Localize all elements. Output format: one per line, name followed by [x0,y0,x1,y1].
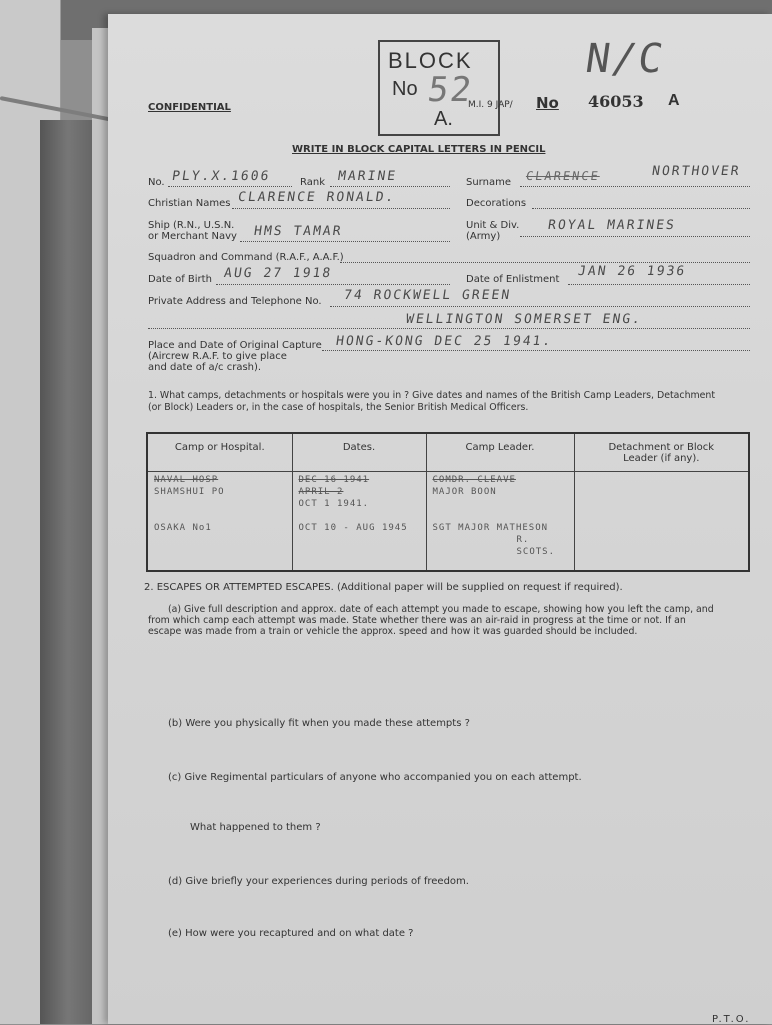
christian-line [232,208,450,209]
leader-value-2: SGT MAJOR MATHESON [432,522,549,533]
dates-value-2: OCT 1 1941. [298,498,370,509]
ref-no-label: No [536,94,559,112]
camp-struck: NAVAL HOSP [154,474,219,485]
dates-value-3: OCT 10 - AUG 1945 [298,522,408,533]
no-label: No. [148,177,165,188]
decorations-label: Decorations [466,198,527,209]
no-line [168,186,292,187]
rank-value: MARINE [336,169,399,184]
surname-line [520,186,750,187]
col-dates-header: Dates. [292,433,426,471]
squadron-line [340,262,750,263]
capture-label-3: and date of a/c crash). [148,362,262,373]
capture-label-1: Place and Date of Original Capture [148,340,322,351]
enlist-value: JAN 26 1936 [576,264,688,279]
section2-c: (c) Give Regimental particulars of anyone who accompanied you on each attempt. [168,772,582,783]
leader-value: MAJOR BOON [432,486,497,497]
block-no-handwritten: 52 [425,70,476,110]
block-label: BLOCK [388,48,473,73]
ship-label-1: Ship (R.N., U.S.N. [148,220,235,231]
section2-d: (d) Give briefly your experiences during periods of freedom. [168,876,469,887]
capture-label-2: (Aircrew R.A.F. to give place [148,351,287,362]
section2-title: 2. ESCAPES OR ATTEMPTED ESCAPES. (Additional paper will be supplied on request if required). [144,582,623,593]
camp-value: SHAMSHUI PO [154,486,225,497]
surname-value: NORTHOVER [650,164,742,179]
enlist-label: Date of Enlistment [466,274,560,285]
no-value: PLY.X.1606 [170,169,272,184]
capture-line [322,350,750,351]
block-no-label: No [392,78,418,100]
christian-label: Christian Names [148,198,231,209]
camp-cell [147,471,292,571]
unit-line [520,236,750,237]
pto-label: P.T.O. [712,1014,751,1025]
dob-line [216,284,450,285]
camps-table [146,432,750,572]
section2-c2: What happened to them ? [190,822,321,833]
block-letter: A. [434,108,453,130]
section1-text-2: (or Block) Leaders or, in the case of hospitals, the Senior British Medical Officers. [148,402,529,413]
section2-a-2: from which camp each attempt was made. State whether there was an air-raid in progress at the time or not. If an [148,615,686,626]
table-header-row [147,433,749,471]
section2-a-3: escape was made from a train or vehicle the approx. speed and how it was guarded should be included. [148,626,638,637]
unit-label-2: (Army) [466,231,501,242]
ship-line [240,241,450,242]
surname-label: Surname [466,177,511,188]
dob-value: AUG 27 1918 [222,266,334,281]
section1-text-1: 1. What camps, detachments or hospitals were you in ? Give dates and names of the British Camp Leaders, Detachment [148,390,716,401]
address-line-1: 74 ROCKWELL GREEN [342,288,513,303]
section2-e: (e) How were you recaptured and on what date ? [168,928,414,939]
enlist-line [568,284,750,285]
dates-struck: APRIL 2 [298,486,344,497]
ref-prefix: M.I. 9 JAP/ [468,100,513,110]
form-page [108,14,772,1024]
address-line-1-rule [330,306,750,307]
address-line-2-rule [148,328,750,329]
ship-value: HMS TAMAR [252,224,344,239]
rank-label: Rank [300,177,325,188]
address-label: Private Address and Telephone No. [148,296,322,307]
unit-label-1: Unit & Div. [466,220,520,231]
surname-struck: CLARENCE [525,169,601,183]
section2-a-1: (a) Give full description and approx. date of each attempt you made to escape, showing how you left the camp, and [168,604,714,615]
col-leader-header: Camp Leader. [426,433,574,471]
col-camp-header: Camp or Hospital. [147,433,292,471]
block-number-box [378,40,500,136]
capture-value: HONG-KONG DEC 25 1941. [334,334,554,349]
ref-suffix: A [668,92,680,109]
confidential-label: CONFIDENTIAL [148,102,231,113]
dob-label: Date of Birth [148,274,212,285]
ship-label-2: or Merchant Navy [148,231,237,242]
dates-cell [292,471,426,571]
christian-value: CLARENCE RONALD. [236,190,397,205]
camp-value-2: OSAKA No1 [154,522,212,533]
section2-b: (b) Were you physically fit when you made these attempts ? [168,718,470,729]
unit-value: ROYAL MARINES [546,218,677,233]
dates-value: DEC 16 1941 [298,474,370,485]
col-detachment-header: Detachment or Block Leader (if any). [574,433,749,471]
top-mark: N/C [582,36,668,82]
decorations-line [532,208,750,209]
rank-line [330,186,450,187]
ref-number: 46053 [588,92,644,111]
squadron-label: Squadron and Command (R.A.F., A.A.F.) [148,252,344,263]
detachment-cell [574,471,749,571]
leader-cell [426,471,574,571]
address-line-2: WELLINGTON SOMERSET ENG. [404,312,643,327]
leader-value-3: R. SCOTS. [516,534,556,557]
table-row [147,471,749,571]
instruction-heading: WRITE IN BLOCK CAPITAL LETTERS IN PENCIL [292,144,546,155]
leader-struck: COMDR. CLEAVE [432,474,516,485]
